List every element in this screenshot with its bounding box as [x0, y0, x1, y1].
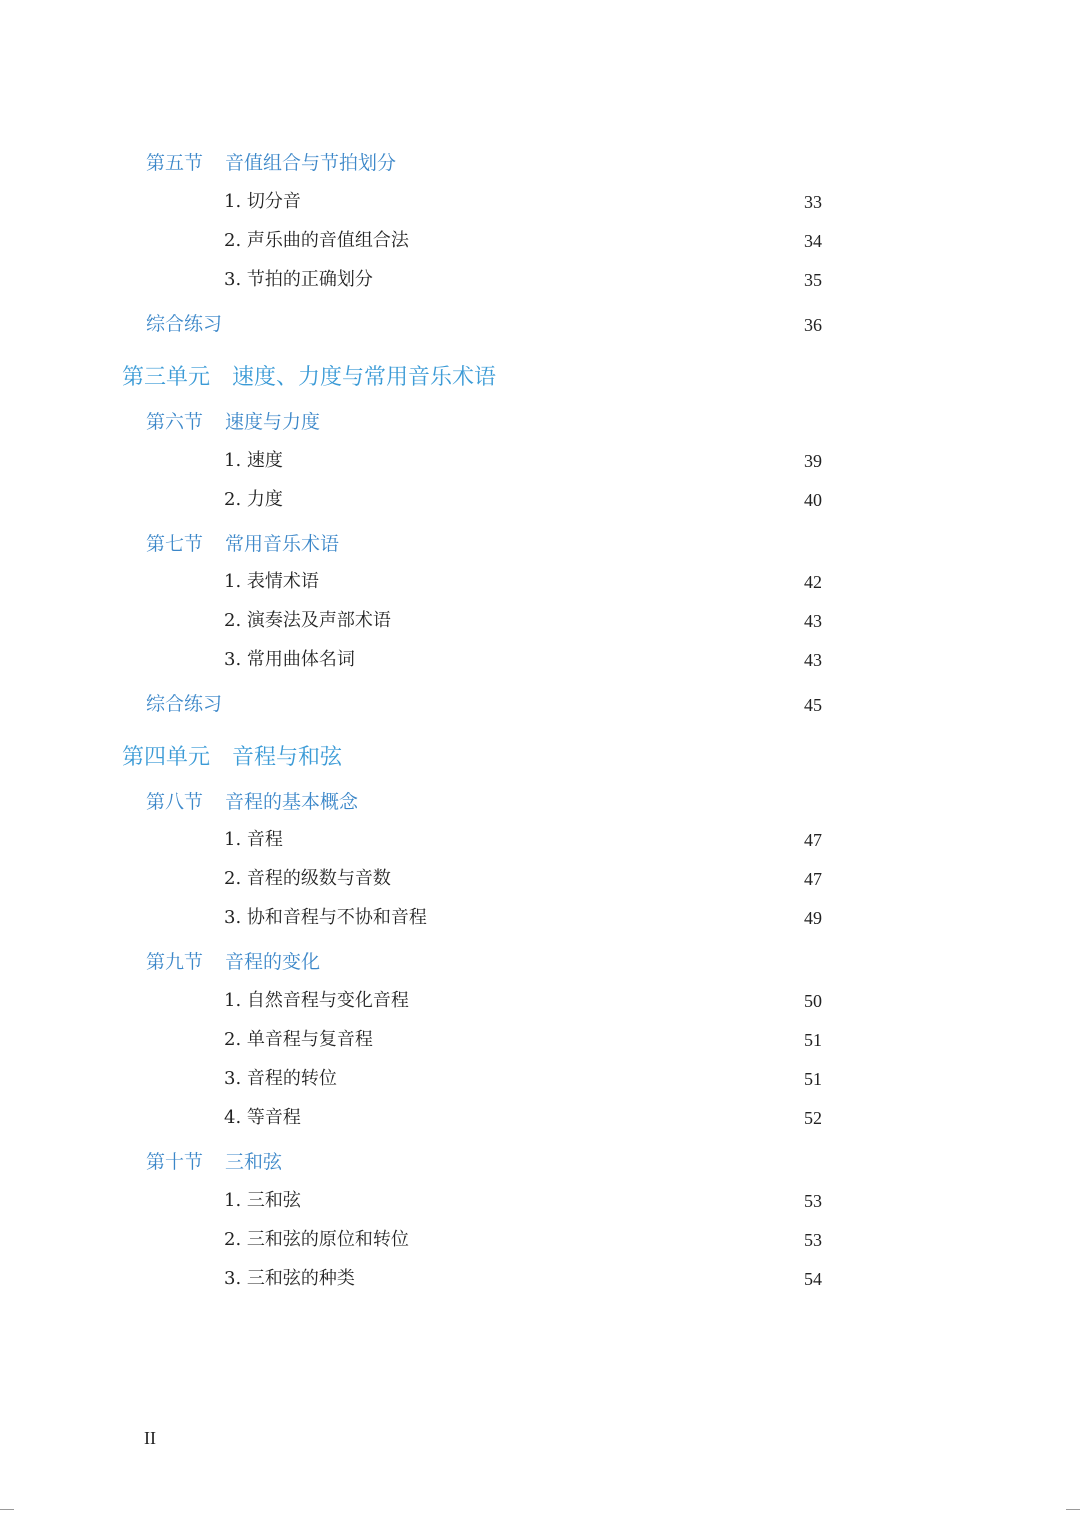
section-heading	[146, 947, 320, 977]
unit-title: 音程与和弦	[232, 745, 343, 770]
toc-item-page: 53	[804, 1191, 822, 1211]
toc-item-label: 2. 声乐曲的音值组合法	[224, 230, 409, 251]
toc-item	[224, 825, 283, 855]
toc-item-label: 2. 力度	[224, 489, 283, 510]
section-number: 第十节	[146, 1151, 204, 1173]
section-heading	[146, 407, 320, 437]
toc-item	[224, 903, 427, 933]
unit-heading	[122, 743, 342, 773]
toc-item-page: 47	[804, 869, 822, 889]
toc-item-page: 53	[804, 1230, 822, 1250]
toc-item-label: 2. 音程的级数与音数	[224, 868, 391, 889]
toc-item	[224, 567, 319, 597]
toc-item-page: 42	[804, 572, 822, 592]
toc-item-page: 43	[804, 650, 822, 670]
toc-item-label: 3. 常用曲体名词	[224, 649, 355, 670]
toc-item	[224, 645, 355, 675]
exercise-page: 36	[804, 315, 822, 335]
page-folio: II	[144, 1428, 156, 1448]
toc-item-label: 1. 自然音程与变化音程	[224, 990, 409, 1011]
toc-item-page: 51	[804, 1030, 822, 1050]
section-heading	[146, 787, 358, 817]
toc-item	[224, 1064, 337, 1094]
section-title: 音程的变化	[225, 951, 321, 973]
section-number: 第五节	[146, 152, 204, 174]
exercise-heading	[146, 689, 222, 719]
section-number: 第六节	[146, 411, 204, 433]
exercise-label: 综合练习	[146, 313, 223, 335]
unit-number: 第四单元	[122, 745, 211, 770]
toc-item-page: 50	[804, 991, 822, 1011]
toc-item-page: 52	[804, 1108, 822, 1128]
section-title: 速度与力度	[225, 411, 321, 433]
toc-item	[224, 864, 391, 894]
section-title: 三和弦	[225, 1151, 283, 1173]
toc-item-label: 3. 协和音程与不协和音程	[224, 907, 427, 928]
toc-item-page: 35	[804, 270, 822, 290]
toc-item-label: 1. 表情术语	[224, 571, 319, 592]
toc-item	[224, 485, 283, 515]
toc-item-label: 2. 单音程与复音程	[224, 1029, 373, 1050]
toc-item	[224, 1186, 301, 1216]
section-title: 音值组合与节拍划分	[225, 152, 397, 174]
toc-item-page: 40	[804, 490, 822, 510]
toc-item-page: 43	[804, 611, 822, 631]
toc-item-page: 39	[804, 451, 822, 471]
section-number: 第八节	[146, 791, 204, 813]
toc-item-label: 1. 音程	[224, 829, 283, 850]
toc-item-label: 2. 三和弦的原位和转位	[224, 1229, 409, 1250]
toc-item-page: 49	[804, 908, 822, 928]
toc-item	[224, 187, 301, 217]
toc-item-page: 33	[804, 192, 822, 212]
section-title: 常用音乐术语	[225, 533, 340, 555]
toc-item	[224, 1103, 301, 1133]
toc-item	[224, 446, 283, 476]
unit-heading	[122, 363, 496, 393]
toc-item	[224, 265, 373, 295]
toc-item-label: 1. 切分音	[224, 191, 301, 212]
toc-item-label: 3. 节拍的正确划分	[224, 269, 373, 290]
section-heading	[146, 529, 339, 559]
section-number: 第七节	[146, 533, 204, 555]
toc-item-label: 1. 三和弦	[224, 1190, 301, 1211]
crop-mark	[1066, 1509, 1080, 1510]
toc-item-page: 54	[804, 1269, 822, 1289]
toc-item	[224, 1264, 355, 1294]
crop-mark	[0, 1509, 14, 1510]
toc-item	[224, 226, 409, 256]
toc-item	[224, 1025, 373, 1055]
unit-number: 第三单元	[122, 365, 211, 390]
toc-item-label: 3. 音程的转位	[224, 1068, 337, 1089]
toc-item-page: 34	[804, 231, 822, 251]
exercise-label: 综合练习	[146, 693, 223, 715]
section-number: 第九节	[146, 951, 204, 973]
toc-item-label: 1. 速度	[224, 450, 283, 471]
toc-item-page: 51	[804, 1069, 822, 1089]
toc-item-label: 3. 三和弦的种类	[224, 1268, 355, 1289]
toc-item	[224, 606, 391, 636]
section-heading	[146, 1147, 282, 1177]
unit-title: 速度、力度与常用音乐术语	[232, 365, 497, 390]
toc-item	[224, 1225, 409, 1255]
toc-item	[224, 986, 409, 1016]
section-title: 音程的基本概念	[225, 791, 359, 813]
exercise-heading	[146, 309, 222, 339]
section-heading	[146, 148, 396, 178]
toc-item-page: 47	[804, 830, 822, 850]
toc-item-label: 4. 等音程	[224, 1107, 301, 1128]
toc-item-label: 2. 演奏法及声部术语	[224, 610, 391, 631]
exercise-page: 45	[804, 695, 822, 715]
